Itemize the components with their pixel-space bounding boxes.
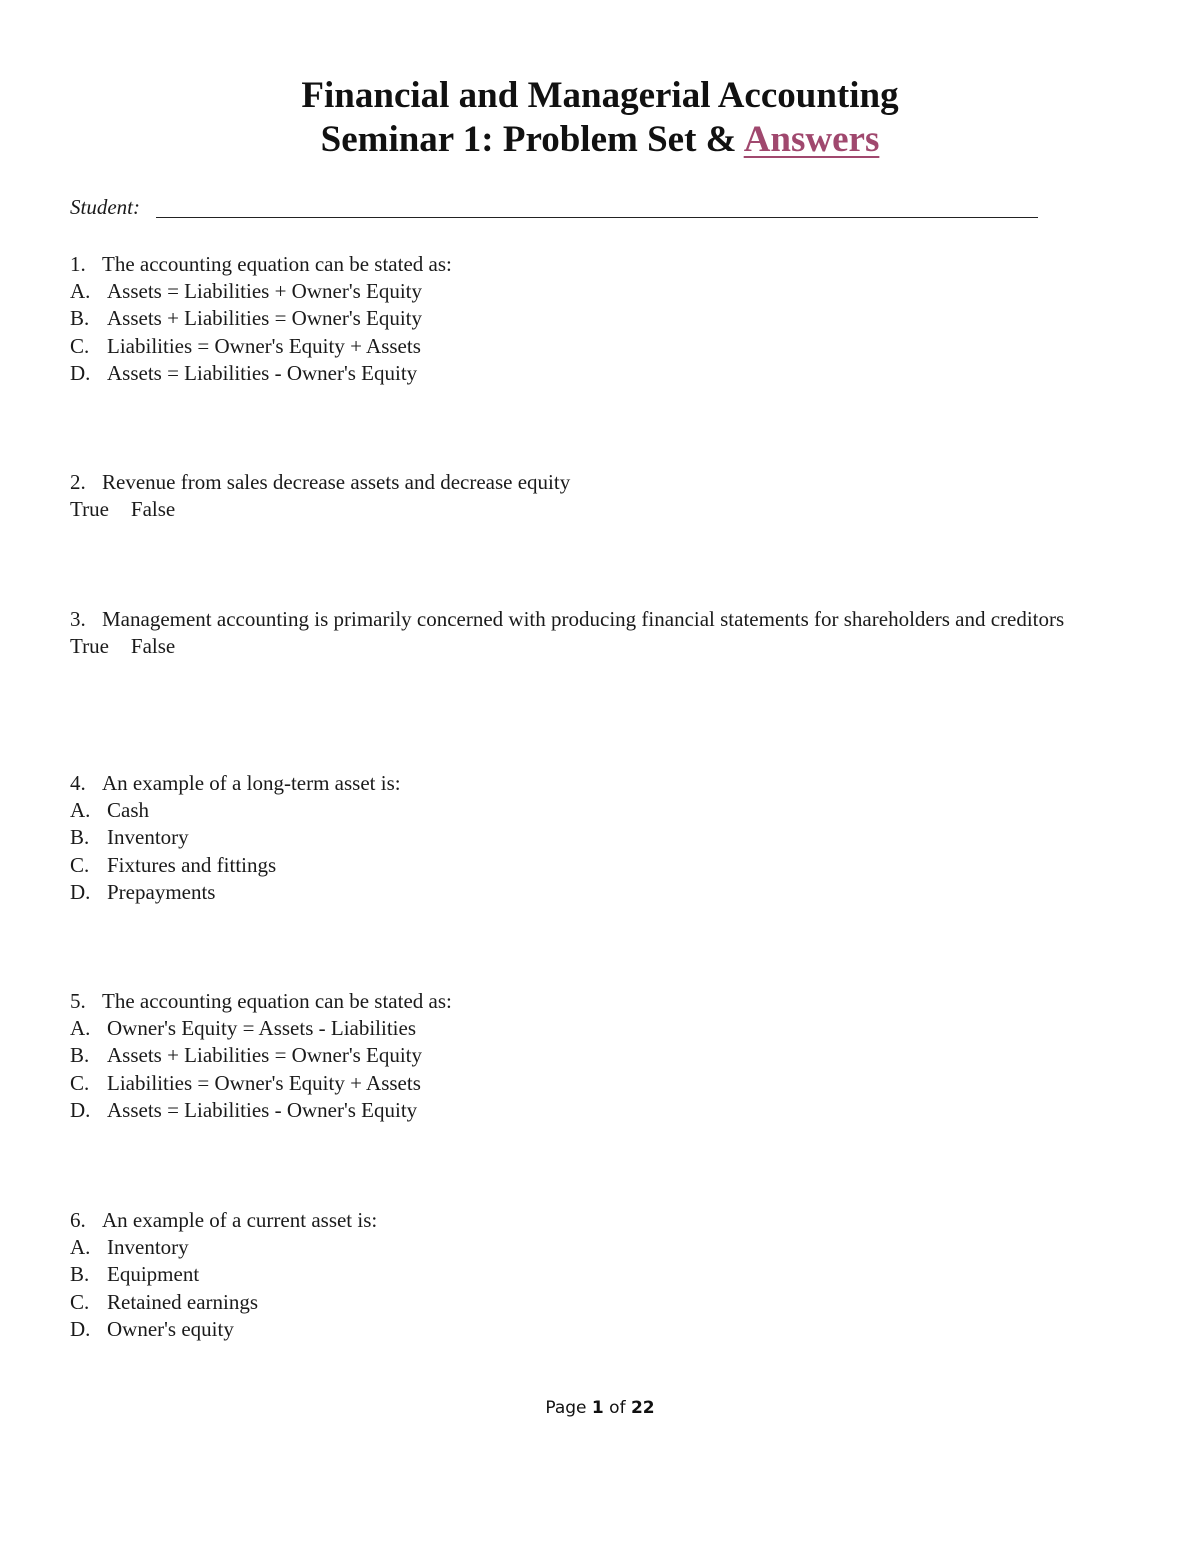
option-letter: C. (70, 1289, 90, 1314)
answer-option[interactable] (70, 797, 1130, 824)
question-stem (70, 606, 1130, 633)
question-stem (70, 988, 1130, 1015)
question-stem (70, 770, 1130, 797)
option-text: Owner's Equity = Assets - Liabilities (107, 1016, 417, 1041)
question-stem (70, 1207, 1130, 1234)
question-5 (70, 988, 1130, 1124)
option-text: Liabilities = Owner's Equity + Assets (107, 333, 421, 358)
false-option[interactable]: False (130, 634, 176, 659)
answer-option[interactable] (70, 1289, 1130, 1316)
question-text: Revenue from sales decrease assets and decrease equity (102, 470, 571, 494)
page-footer (0, 1396, 1200, 1420)
question-number: 4. (70, 771, 86, 795)
option-text: Liabilities = Owner's Equity + Assets (107, 1070, 421, 1095)
of-word: of (609, 1398, 626, 1418)
question-text: The accounting equation can be stated as: (102, 989, 452, 1013)
answer-option[interactable] (70, 305, 1130, 332)
answers-link[interactable]: Answers (743, 119, 880, 160)
answer-option[interactable] (70, 1316, 1130, 1343)
option-text: Inventory (107, 825, 189, 850)
option-text: Prepayments (107, 879, 216, 904)
question-4 (70, 770, 1130, 906)
option-letter: B. (70, 306, 90, 331)
question-stem (70, 469, 1130, 496)
option-letter: C. (70, 1070, 90, 1095)
answer-option[interactable] (70, 852, 1130, 879)
document-subtitle (0, 118, 1200, 162)
true-false-options (70, 496, 1130, 523)
question-number: 2. (70, 470, 86, 494)
question-stem (70, 251, 1130, 278)
option-letter: C. (70, 333, 90, 358)
option-letter: A. (70, 279, 91, 304)
false-option[interactable]: False (130, 497, 176, 522)
option-letter: C. (70, 852, 90, 877)
option-letter: D. (70, 879, 91, 904)
option-letter: A. (70, 1016, 91, 1041)
answer-option[interactable] (70, 1261, 1130, 1288)
answer-option[interactable] (70, 1234, 1130, 1261)
option-text: Assets + Liabilities = Owner's Equity (107, 306, 423, 331)
current-page-number: 1 (591, 1398, 604, 1418)
student-label: Student: (70, 195, 140, 219)
option-text: Equipment (107, 1262, 200, 1287)
answer-option[interactable] (70, 879, 1130, 906)
answer-option[interactable] (70, 278, 1130, 305)
question-number: 3. (70, 607, 86, 631)
question-3 (70, 606, 1130, 660)
answer-option[interactable] (70, 1015, 1130, 1042)
option-letter: A. (70, 798, 91, 823)
option-text: Assets = Liabilities - Owner's Equity (107, 360, 418, 385)
option-text: Owner's equity (107, 1316, 234, 1341)
option-letter: B. (70, 825, 90, 850)
answer-option[interactable] (70, 333, 1130, 360)
answer-option[interactable] (70, 1042, 1130, 1069)
question-number: 1. (70, 252, 86, 276)
option-letter: D. (70, 1316, 91, 1341)
true-option[interactable]: True (70, 634, 109, 659)
question-text: An example of a long-term asset is: (102, 771, 401, 795)
question-text: The accounting equation can be stated as: (102, 252, 452, 276)
option-letter: B. (70, 1043, 90, 1068)
option-text: Assets = Liabilities + Owner's Equity (107, 279, 423, 304)
option-letter: B. (70, 1262, 90, 1287)
subtitle-text: Seminar 1: Problem Set & (320, 119, 744, 160)
answer-option[interactable] (70, 360, 1130, 387)
question-2 (70, 469, 1130, 523)
question-1 (70, 251, 1130, 387)
question-text: Management accounting is primarily concerned with producing financial statements for shareholders and creditors (102, 607, 1065, 631)
answer-option[interactable] (70, 1097, 1130, 1124)
true-false-options (70, 633, 1130, 660)
option-letter: D. (70, 1097, 91, 1122)
true-option[interactable]: True (70, 497, 109, 522)
option-text: Assets + Liabilities = Owner's Equity (107, 1043, 423, 1068)
option-letter: A. (70, 1235, 91, 1260)
question-number: 6. (70, 1208, 86, 1232)
question-text: An example of a current asset is: (102, 1208, 378, 1232)
option-text: Retained earnings (107, 1289, 259, 1314)
question-number: 5. (70, 989, 86, 1013)
document-title: Financial and Managerial Accounting (301, 75, 899, 116)
student-name-line[interactable] (156, 217, 1038, 218)
question-6 (70, 1207, 1130, 1343)
option-text: Assets = Liabilities - Owner's Equity (107, 1097, 418, 1122)
answer-option[interactable] (70, 1070, 1130, 1097)
answer-option[interactable] (70, 824, 1130, 851)
total-pages: 22 (630, 1398, 655, 1418)
option-letter: D. (70, 360, 91, 385)
option-text: Inventory (107, 1235, 189, 1260)
option-text: Cash (107, 798, 149, 823)
page-word: Page (545, 1398, 587, 1418)
option-text: Fixtures and fittings (107, 852, 277, 877)
